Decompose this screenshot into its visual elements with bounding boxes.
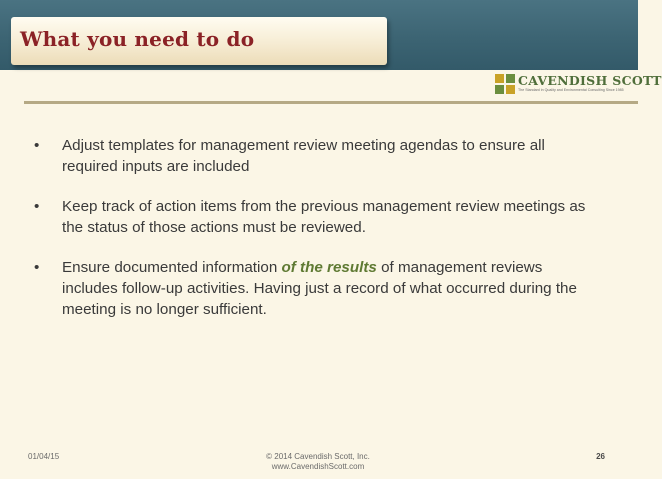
slide-title: What you need to do (20, 27, 255, 51)
header-divider (24, 101, 638, 104)
page-number: 26 (596, 452, 605, 461)
bullet-marker: • (34, 259, 40, 276)
logo-name: CAVENDISH SCOTT (518, 73, 662, 88)
bullet-text: Adjust templates for management review meeting agendas to ensure all required inputs are included (62, 137, 545, 175)
footer-date: 01/04/15 (28, 452, 60, 461)
bullet-text-end: of management reviews includes follow-up activities. Having just a record of what occurred during the meeting is no longer sufficient. (62, 259, 577, 318)
footer-copyright: © 2014 Cavendish Scott, Inc. (266, 452, 370, 461)
footer-website: www.CavendishScott.com (271, 462, 365, 471)
bullet-marker: • (34, 137, 40, 154)
logo-tagline: The Standard in Quality and Environmental Consulting Since 1985 (518, 88, 624, 92)
cavendish-scott-logo (495, 72, 662, 96)
footer-copyright-block (213, 452, 423, 472)
logo-grid-icon (495, 74, 515, 94)
bullet-emphasis: of the results (281, 259, 377, 276)
bullet-item (34, 196, 594, 238)
bullet-item (34, 135, 594, 177)
bullet-text-start: Ensure documented information (62, 259, 282, 276)
bullet-marker: • (34, 198, 40, 215)
bullet-text: Keep track of action items from the previous management review meetings as the status of those actions must be reviewed. (62, 198, 586, 236)
bullet-list (34, 135, 594, 339)
bullet-item (34, 257, 594, 320)
